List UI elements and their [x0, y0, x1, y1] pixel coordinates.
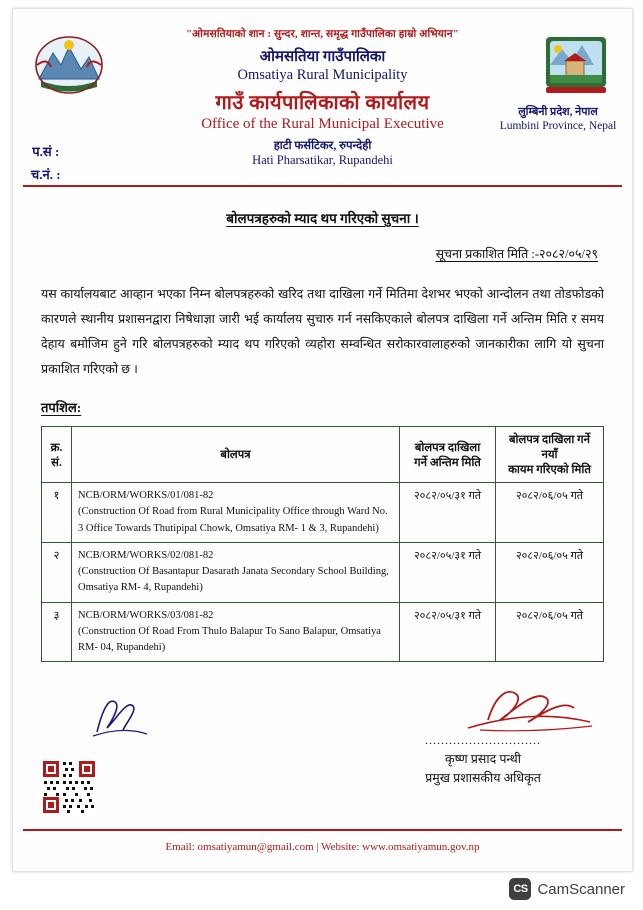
municipality-logo-icon — [540, 31, 612, 97]
bid-extension-table — [41, 426, 604, 662]
th-sn-line2: सं. — [51, 456, 62, 469]
signature-area — [41, 688, 604, 784]
bid-description: (Construction Of Road From Thulo Balapur To Sano Balapur, Omsatiya RM- 04, Rupandehi) — [78, 625, 381, 654]
camscanner-mark-icon: CS — [509, 878, 531, 900]
notice-paragraph: यस कार्यालयबाट आव्हान भएका निम्न बोलपत्रहरुको खरिद तथा दाखिला गर्ने मितिमा देशभर भएको आन्दोलन तथा तोडफोडको कारणले स्थानीय प्रशासनद्वारा निषेधाज्ञा जारी भई कार्यालय सुचारु गर्न नसकिएकाले बोलपत्र दाखिला गर्ने अन्तिम मिति र समय देहाय बमोजिम हुने गरि बोलपत्रहरुको म्याद थप गरिएको व्यहोरा सम्वन्धित सरोकारवालाहरुको जानकारीका लागि यो सुचना प्रकाशित गरिएको छ । — [41, 287, 604, 376]
nepal-emblem-icon — [31, 31, 107, 97]
table-header-row — [42, 427, 604, 483]
qr-code-icon — [41, 759, 97, 815]
th-old-date-line1: बोलपत्र दाखिला — [414, 441, 481, 454]
table-row — [42, 602, 604, 662]
th-bid: बोलपत्र — [72, 427, 400, 483]
office-name-en: Office of the Rural Municipal Executive — [201, 116, 444, 132]
office-name-np: गाउँ कार्यपालिकाको कार्यालय — [215, 92, 430, 114]
cell-old-date: २०८२/०५/३१ गते — [400, 483, 496, 543]
cell-old-date: २०८२/०५/३१ गते — [400, 602, 496, 662]
footer-contact: Email: omsatiyamun@gmail.com | Website: www.omsatiyamun.gov.np — [165, 841, 480, 853]
municipality-name-en: Omsatiya Rural Municipality — [237, 67, 408, 83]
publish-date: सूचना प्रकाशित मिति :-२०८२/०५/२९ — [435, 247, 598, 261]
th-old-date-line2: गर्ने अन्तिम मिति — [414, 456, 481, 469]
cell-serial: १ — [42, 483, 72, 543]
header-divider — [23, 185, 622, 187]
table-row — [42, 483, 604, 543]
province-block — [498, 105, 618, 134]
th-new-date — [496, 427, 604, 483]
cell-bid — [72, 483, 400, 543]
th-serial-number — [42, 427, 72, 483]
bid-code: NCB/ORM/WORKS/03/081-82 — [78, 609, 214, 621]
th-new-date-line2: कायम गरिएको मिति — [508, 464, 591, 476]
officer-name: कृष्ण प्रसाद पन्थी — [444, 752, 521, 767]
reference-numbers — [31, 141, 61, 187]
primary-signature-block — [368, 682, 598, 786]
document-body — [13, 195, 632, 784]
municipality-slogan: "ओमसतियाको शान : सुन्दर, शान्त, समृद्ध गाउँपालिका हाम्रो अभियान" — [186, 29, 459, 40]
publish-date-line — [41, 245, 604, 262]
officer-signature-icon — [368, 682, 598, 734]
signature-dotted-line: ............................. — [425, 733, 541, 748]
cell-serial: ३ — [42, 602, 72, 662]
bid-code: NCB/ORM/WORKS/02/081-82 — [78, 549, 214, 561]
office-address-np: हाटी फर्सटिकर, रुपन्देही — [273, 140, 372, 152]
th-old-date — [400, 427, 496, 483]
cell-new-date: २०८२/०६/०५ गते — [496, 483, 604, 543]
bid-code: NCB/ORM/WORKS/01/081-82 — [78, 490, 214, 501]
bid-description: (Construction Of Road from Rural Municipality Office through Ward No. 3 Office Towards Thutipipal Chowk, Omsatiya RM- 1 & 3, Rupandehi) — [78, 506, 388, 534]
office-address-en: Hati Pharsatikar, Rupandehi — [252, 153, 393, 167]
ch-no-label: च.नं. : — [31, 166, 61, 182]
cell-bid — [72, 602, 400, 662]
camscanner-label: CamScanner — [537, 880, 625, 898]
letterhead — [13, 9, 632, 182]
cell-bid — [72, 542, 400, 602]
officer-designation: प्रमुख प्रशासकीय अधिकृत — [425, 771, 541, 786]
document-sheet — [12, 8, 633, 872]
cell-serial: २ — [42, 542, 72, 602]
cell-new-date: २०८२/०६/०५ गते — [496, 602, 604, 662]
ref-no-label: प.सं : — [32, 144, 60, 159]
th-new-date-line1: बोलपत्र दाखिला गर्ने नयाँ — [508, 434, 591, 461]
cell-new-date: २०८२/०६/०५ गते — [496, 542, 604, 602]
secondary-signature-icon — [87, 688, 157, 742]
notice-subject: बोलपत्रहरुको म्याद थप गरिएको सुचना । — [226, 211, 419, 226]
cell-old-date: २०८२/०५/३१ गते — [400, 542, 496, 602]
tapasil-label: तपशिल: — [41, 400, 82, 415]
municipality-name-np: ओमसतिया गाउँपालिका — [259, 49, 386, 65]
province-en: Lumbini Province, Nepal — [499, 120, 617, 133]
footer-divider — [23, 829, 622, 831]
table-row — [42, 542, 604, 602]
bid-description: (Construction Of Basantapur Dasarath Janata Secondary School Building, Omsatiya RM- 4, Rupandehi) — [78, 566, 389, 594]
camscanner-watermark — [509, 878, 625, 900]
province-np: लुम्बिनी प्रदेश, नेपाल — [518, 106, 598, 118]
th-sn-line1: क्र. — [50, 441, 63, 454]
